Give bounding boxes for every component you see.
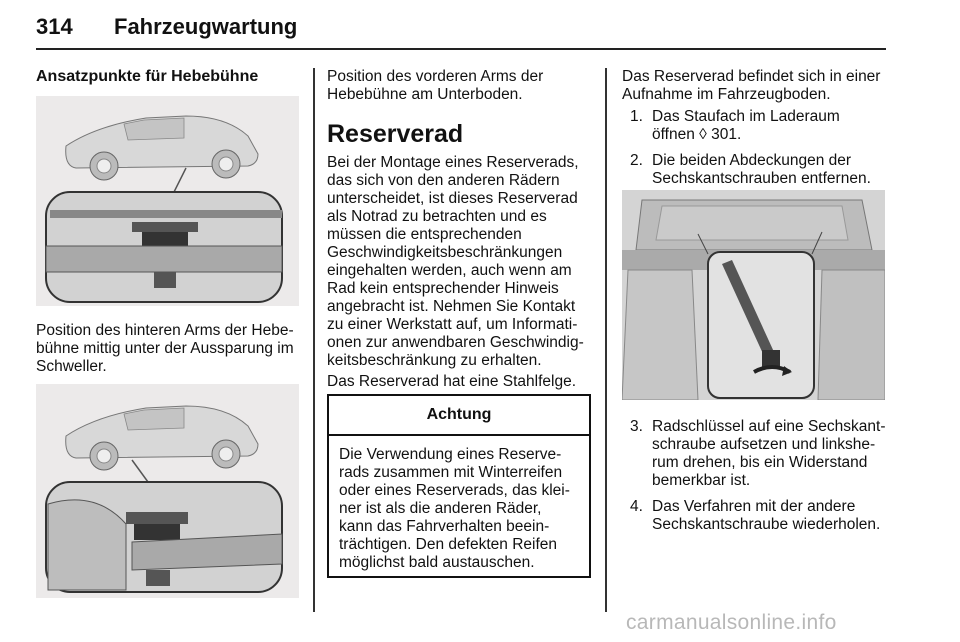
text-line: das sich von den anderen Rädern (327, 172, 560, 189)
text-line: Das Reserverad befindet sich in einer (622, 68, 881, 85)
column-divider-2 (605, 68, 607, 612)
step-line: öffnen ◊ 301. (652, 126, 742, 143)
list-item (630, 108, 890, 144)
front-arm-text (327, 68, 543, 104)
warning-title: Achtung (329, 396, 589, 436)
warning-line: ner ist als die anderen Räder, (339, 500, 542, 517)
text-line: zu einer Werkstatt auf, um Informati- (327, 316, 578, 333)
warning-body (329, 436, 589, 572)
watermark: carmanualsonline.info (626, 611, 837, 634)
column-divider-1 (313, 68, 315, 612)
caption-line: Position des hinteren Arms der Hebe- (36, 322, 294, 339)
text-line: onen zur anwendbaren Geschwindig- (327, 334, 584, 351)
step-line: Das Verfahren mit der andere (652, 498, 856, 515)
step-line: schraube aufsetzen und linkshe- (652, 436, 876, 453)
text-line: Hebebühne am Unterboden. (327, 86, 523, 103)
spare-location-text (622, 68, 880, 104)
warning-box (327, 394, 591, 578)
text-line: als Notrad zu betrachten und es (327, 208, 547, 225)
text-line: Geschwindigkeitsbeschränkungen (327, 244, 563, 261)
steps-list-1 (630, 108, 890, 188)
text-line: Position des vorderen Arms der (327, 68, 544, 85)
warning-line: Die Verwendung eines Reserve- (339, 446, 562, 463)
text-line: Aufnahme im Fahrzeugboden. (622, 86, 831, 103)
text-line: angebracht ist. Nehmen Sie Kontakt (327, 298, 576, 315)
step-line: Die beiden Abdeckungen der (652, 152, 852, 169)
step-number: 3. (630, 418, 643, 435)
warning-line: trächtigen. Den defekten Reifen (339, 536, 557, 553)
wrench-illustration (622, 190, 885, 400)
caption-line: Schweller. (36, 358, 107, 375)
lift-figure-front (36, 96, 299, 306)
step-line: Radschlüssel auf eine Sechskant- (652, 418, 886, 435)
car-lift-illustration-1 (36, 96, 299, 306)
step-number: 2. (630, 152, 643, 169)
list-item (630, 152, 890, 188)
spare-wheel-body (327, 154, 584, 370)
list-item (630, 418, 892, 490)
car-lift-illustration-2 (36, 384, 299, 598)
section-title: Fahrzeugwartung (114, 14, 298, 39)
warning-line: kann das Fahrverhalten beein- (339, 518, 550, 535)
text-line: müssen die entsprechenden (327, 226, 522, 243)
step-line: Das Staufach im Laderaum (652, 108, 840, 125)
lift-figure-rear (36, 384, 299, 598)
warning-line: rads zusammen mit Winterreifen (339, 464, 563, 481)
steps-list-2 (630, 418, 892, 534)
step-line: Sechskantschraube wiederholen. (652, 516, 881, 533)
text-line: keitsbeschränkung zu erhalten. (327, 352, 542, 369)
step-line: Sechskantschrauben entfernen. (652, 170, 871, 187)
warning-line: oder eines Reserverads, das klei- (339, 482, 570, 499)
header-rule (36, 48, 886, 50)
wheel-wrench-figure (622, 190, 885, 400)
text-line: Bei der Montage eines Reserverads, (327, 154, 579, 171)
lift-points-heading: Ansatzpunkte für Hebebühne (36, 68, 259, 85)
warning-line: möglichst bald austauschen. (339, 554, 535, 571)
step-line: bemerkbar ist. (652, 472, 751, 489)
text-line: unterscheidet, ist dieses Reserverad (327, 190, 578, 207)
text-line: eingehalten werden, auch wenn am (327, 262, 572, 279)
step-number: 1. (630, 108, 643, 125)
step-line: rum drehen, bis ein Widerstand (652, 454, 868, 471)
spare-wheel-heading: Reserverad (327, 120, 464, 148)
steel-rim-text: Das Reserverad hat eine Stahlfelge. (327, 373, 577, 390)
list-item (630, 498, 892, 534)
step-number: 4. (630, 498, 643, 515)
text-line: Rad kein entsprechender Hinweis (327, 280, 559, 297)
page-number: 314 (36, 14, 73, 39)
caption-line: bühne mittig unter der Aussparung im (36, 340, 294, 357)
rear-arm-caption (36, 322, 294, 376)
